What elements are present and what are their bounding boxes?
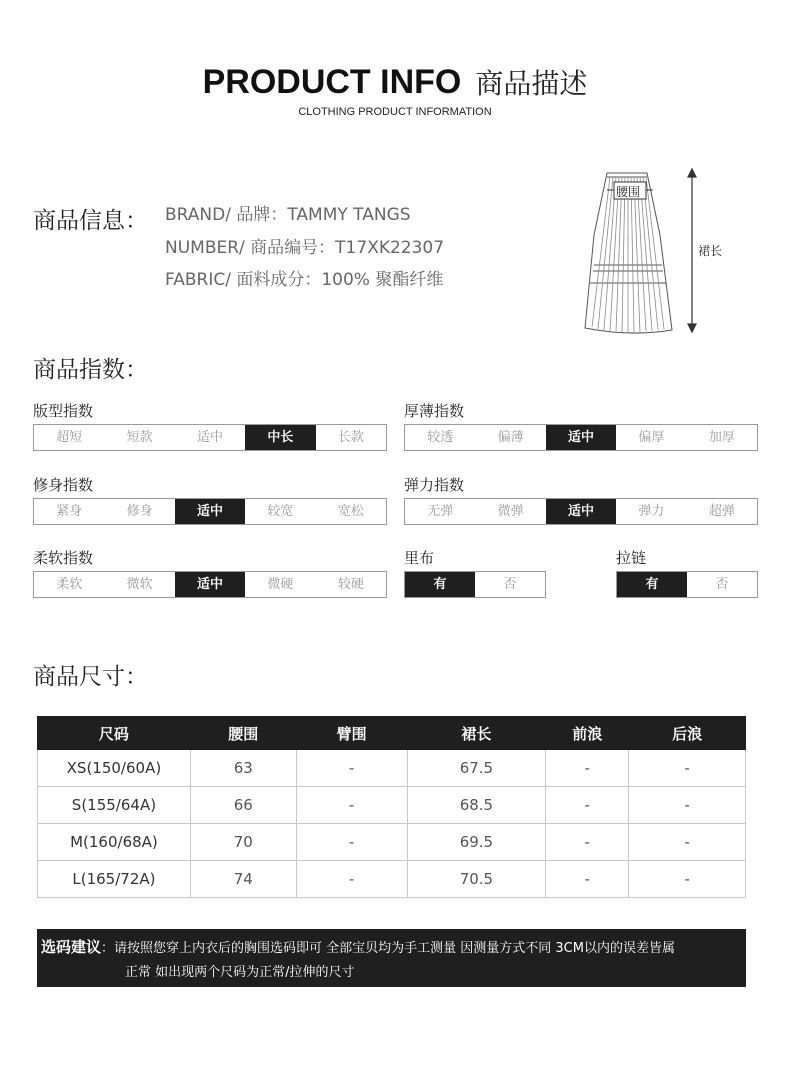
table-cell: - bbox=[296, 750, 407, 787]
table-cell: L(165/72A) bbox=[38, 861, 191, 898]
page-header bbox=[0, 62, 790, 118]
fit-index-bar bbox=[33, 498, 387, 525]
thickness-index bbox=[404, 402, 758, 451]
zipper-option: 否 bbox=[715, 577, 729, 592]
length-label: 裙长 bbox=[698, 244, 723, 258]
column-header: 臂围 bbox=[296, 717, 407, 750]
table-cell: 67.5 bbox=[407, 750, 546, 787]
softness-option: 柔软 bbox=[56, 577, 83, 592]
number-line: NUMBER/ 商品编号：T17XK22307 bbox=[165, 237, 445, 258]
version-index-bar bbox=[33, 424, 387, 451]
elasticity-index-bar bbox=[404, 498, 758, 525]
indices-section-label: 商品指数： bbox=[33, 357, 148, 383]
table-cell: - bbox=[629, 750, 746, 787]
table-row bbox=[38, 861, 746, 898]
table-cell: 70.5 bbox=[407, 861, 546, 898]
fit-option: 宽松 bbox=[337, 504, 364, 519]
fit-index-label: 修身指数 bbox=[33, 476, 94, 494]
column-header: 后浪 bbox=[629, 717, 746, 750]
version-option-selected: 中长 bbox=[245, 425, 315, 450]
fabric-line: FABRIC/ 面料成分：100% 聚酯纤维 bbox=[165, 270, 444, 290]
table-cell: - bbox=[546, 824, 629, 861]
waist-label: 腰围 bbox=[616, 185, 641, 199]
table-cell: - bbox=[296, 861, 407, 898]
table-cell: 74 bbox=[190, 861, 296, 898]
table-cell: - bbox=[629, 824, 746, 861]
lining-option: 否 bbox=[503, 577, 517, 592]
column-header: 裙长 bbox=[407, 717, 546, 750]
info-section-label: 商品信息： bbox=[33, 208, 148, 234]
table-cell: 68.5 bbox=[407, 787, 546, 824]
table-cell: S(155/64A) bbox=[38, 787, 191, 824]
softness-option-selected: 适中 bbox=[175, 572, 245, 597]
softness-option: 微软 bbox=[126, 577, 153, 592]
version-index bbox=[33, 402, 387, 451]
elasticity-index bbox=[404, 476, 758, 525]
table-row bbox=[38, 750, 746, 787]
fit-option: 修身 bbox=[126, 504, 153, 519]
fit-option: 较宽 bbox=[267, 504, 294, 519]
lining-index-bar bbox=[404, 571, 546, 598]
thickness-option: 较透 bbox=[427, 430, 454, 445]
advice-line-1 bbox=[41, 935, 740, 961]
elasticity-index-label: 弹力指数 bbox=[404, 476, 465, 494]
table-row bbox=[38, 824, 746, 861]
info-lines bbox=[165, 204, 444, 302]
table-cell: 66 bbox=[190, 787, 296, 824]
column-header: 尺码 bbox=[38, 717, 191, 750]
brand-line: BRAND/ 品牌：TAMMY TANGS bbox=[165, 205, 411, 225]
page-title-cn: 商品描述 bbox=[475, 67, 588, 100]
elasticity-option: 微弹 bbox=[497, 504, 524, 519]
fit-index bbox=[33, 476, 387, 525]
title-row bbox=[0, 62, 790, 102]
version-option: 短款 bbox=[126, 430, 153, 445]
softness-index-label: 柔软指数 bbox=[33, 549, 94, 567]
softness-index-bar bbox=[33, 571, 387, 598]
page-title: PRODUCT INFO bbox=[202, 63, 462, 101]
table-cell: XS(150/60A) bbox=[38, 750, 191, 787]
version-option: 超短 bbox=[56, 430, 83, 445]
zipper-index-bar bbox=[616, 571, 758, 598]
fit-option: 紧身 bbox=[56, 504, 83, 519]
lining-option-selected: 有 bbox=[405, 572, 475, 597]
table-cell: - bbox=[629, 787, 746, 824]
table-cell: - bbox=[546, 787, 629, 824]
thickness-option: 偏薄 bbox=[497, 430, 524, 445]
size-table bbox=[37, 716, 746, 898]
column-header: 腰围 bbox=[190, 717, 296, 750]
column-header: 前浪 bbox=[546, 717, 629, 750]
size-section-label: 商品尺寸： bbox=[33, 664, 148, 690]
softness-index bbox=[33, 549, 387, 598]
softness-option: 较硬 bbox=[337, 577, 364, 592]
thickness-option: 偏厚 bbox=[638, 430, 665, 445]
table-cell: - bbox=[296, 824, 407, 861]
table-cell: - bbox=[629, 861, 746, 898]
thickness-index-label: 厚薄指数 bbox=[404, 402, 465, 420]
elasticity-option: 超弹 bbox=[708, 504, 735, 519]
version-index-label: 版型指数 bbox=[33, 402, 94, 420]
table-cell: M(160/68A) bbox=[38, 824, 191, 861]
table-row bbox=[38, 787, 746, 824]
table-cell: 63 bbox=[190, 750, 296, 787]
zipper-index bbox=[616, 549, 758, 598]
lining-index-label: 里布 bbox=[404, 549, 435, 567]
table-cell: 70 bbox=[190, 824, 296, 861]
table-cell: - bbox=[546, 861, 629, 898]
softness-option: 微硬 bbox=[267, 577, 294, 592]
advice-text-2: 正常 如出现两个尺码为正常/拉伸的尺寸 bbox=[125, 965, 355, 980]
thickness-index-bar bbox=[404, 424, 758, 451]
version-option: 长款 bbox=[337, 430, 364, 445]
lining-index bbox=[404, 549, 546, 598]
advice-text-1: ：请按照您穿上内衣后的胸围选码即可 全部宝贝均为手工测量 因测量方式不同 3CM以内的误差皆属 bbox=[101, 941, 675, 956]
fit-option-selected: 适中 bbox=[175, 499, 245, 524]
elasticity-option: 弹力 bbox=[638, 504, 665, 519]
page-subtitle: CLOTHING PRODUCT INFORMATION bbox=[298, 106, 492, 118]
elasticity-option: 无弹 bbox=[427, 504, 454, 519]
skirt-diagram bbox=[580, 165, 740, 335]
size-table-header bbox=[38, 717, 746, 750]
thickness-option-selected: 适中 bbox=[546, 425, 616, 450]
length-arrow bbox=[688, 169, 696, 332]
table-cell: - bbox=[296, 787, 407, 824]
elasticity-option-selected: 适中 bbox=[546, 499, 616, 524]
table-cell: 69.5 bbox=[407, 824, 546, 861]
table-cell: - bbox=[546, 750, 629, 787]
zipper-option-selected: 有 bbox=[617, 572, 687, 597]
size-advice-banner bbox=[37, 929, 746, 987]
thickness-option: 加厚 bbox=[708, 430, 735, 445]
advice-title: 选码建议 bbox=[41, 938, 102, 956]
version-option: 适中 bbox=[197, 430, 224, 445]
zipper-index-label: 拉链 bbox=[616, 549, 647, 567]
